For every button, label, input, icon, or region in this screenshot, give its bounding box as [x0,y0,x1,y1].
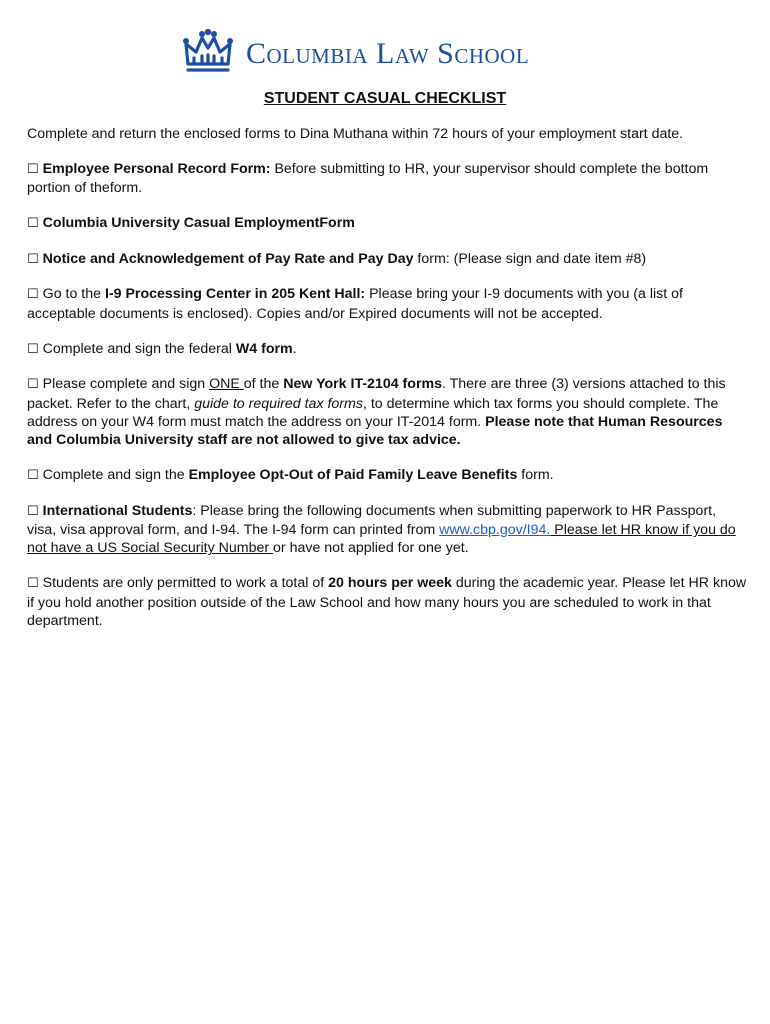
checkbox-icon[interactable]: ☐ [27,576,39,592]
item-text: Please bring your I-9 documents with you (a list of acceptable documents is enclosed). Copies and/or Expired documents will not be accepted. [27,286,683,322]
item-text-mid: of the [243,376,284,393]
checklist-item-hours [27,574,747,630]
item-text: Before submitting to HR, your supervisor should complete the bottom portion of theform. [27,160,709,197]
item-title: Employee Opt-Out of Paid Family Leave Benefits [188,467,518,484]
checklist-item-w4 [27,340,747,359]
checkbox-icon[interactable]: ☐ [27,341,39,357]
checklist-body [27,125,747,647]
checkbox-icon[interactable]: ☐ [27,287,39,303]
checklist-item-international [27,502,747,558]
item-text-pre: Please complete and sign [42,376,210,393]
item-text: form: (Please sign and date item #8) [413,250,647,267]
intro-paragraph: Complete and return the enclosed forms to Dina Muthana within 72 hours of your employment start date. [27,126,684,142]
item-underline-one: ONE [209,376,244,393]
crown-icon [182,28,234,74]
page-title: STUDENT CASUAL CHECKLIST [263,90,507,107]
item-title: Columbia University Casual EmploymentForm [42,214,355,231]
item-ssn-note: Please let HR know if you do not have a US Social Security Number [27,522,736,557]
item-title: Employee Personal Record Form: [42,160,271,177]
item-italic-guide: guide to required tax forms [194,395,363,412]
checkbox-icon[interactable]: ☐ [27,251,39,267]
checklist-item-personal-record [27,160,747,198]
checkbox-icon[interactable]: ☐ [27,503,39,519]
checkbox-icon[interactable]: ☐ [27,215,39,231]
item-text-2: , to determine which tax forms you should complete. The address on your W4 form must match the address on your IT-2014 form. [27,395,719,430]
item-text-post: . [292,340,297,357]
checklist-item-pay-rate [27,250,747,269]
item-text-post: form. [517,467,554,484]
checklist-item-casual-employment [27,214,747,233]
item-title: Notice and Acknowledgement of Pay Rate and Pay Day [42,250,414,267]
item-text-post: or have not applied for one yet. [273,540,469,557]
item-tax-advice-note: Please note that Human Resources and Columbia University staff are not allowed to give tax advice. [27,413,723,449]
letterhead [182,28,529,74]
school-name: Columbia Law School [246,37,530,70]
item-text-pre: Go to the [42,286,105,303]
checkbox-icon[interactable]: ☐ [27,161,39,177]
item-text: during the academic year. Please let HR know if you hold another position outside of the Law School and how many hours you are scheduled to work in that department. [27,575,747,629]
item-title: New York IT-2104 forms [283,376,442,393]
checkbox-icon[interactable]: ☐ [27,468,39,484]
checkbox-icon[interactable]: ☐ [27,377,39,393]
checklist-item-opt-out [27,466,747,485]
item-text: : Please bring the following documents when submitting paperwork to HR Passport, visa, visa approval form, and I-94. The I-94 form can printed from [27,502,717,539]
item-text-pre: Complete and sign the federal [42,340,236,357]
item-title: International Students [42,502,193,519]
item-title: W4 form [235,340,293,357]
checklist-item-i9 [27,285,747,323]
item-title: 20 hours per week [328,575,452,592]
checklist-item-it2104 [27,375,747,449]
item-text-pre: Complete and sign the [42,467,189,484]
cbp-i94-link[interactable]: www.cbp.gov/I94. [439,522,551,539]
item-text-1: . There are three (3) versions attached to this packet. Refer to the chart, [27,376,726,412]
item-text-pre: Students are only permitted to work a total of [42,575,329,592]
item-title: I-9 Processing Center in 205 Kent Hall: [104,286,366,303]
